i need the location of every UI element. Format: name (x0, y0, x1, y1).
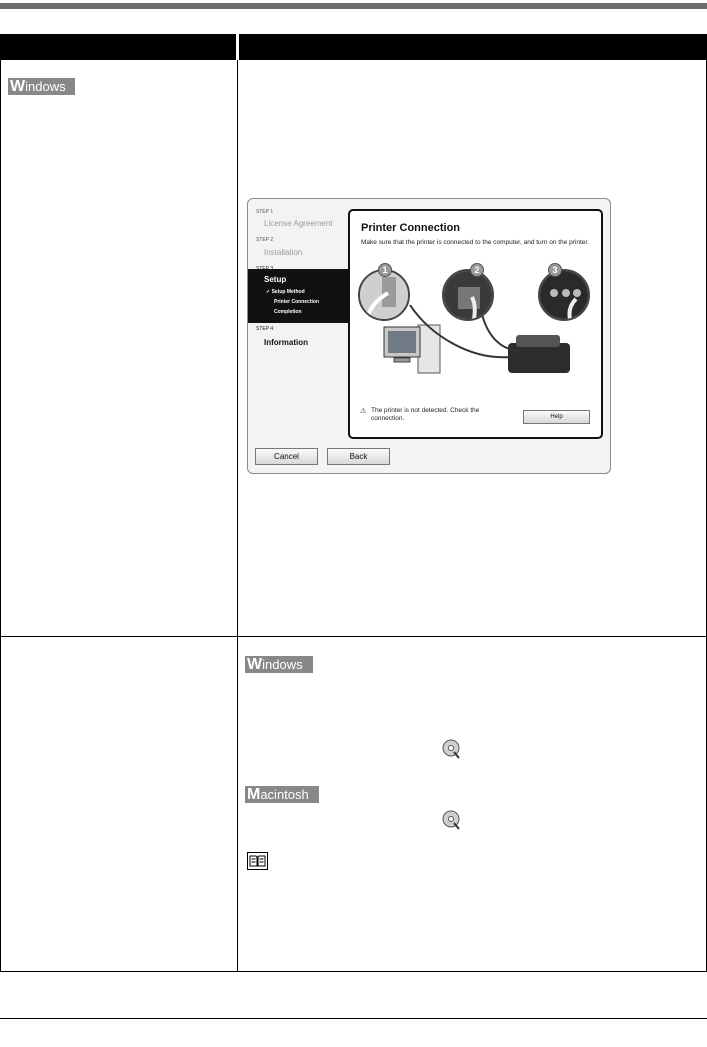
windows-badge: Windows (8, 78, 75, 95)
step-4-label: STEP 4 (256, 326, 274, 332)
header-rule (0, 3, 707, 9)
step-2-title: Installation (264, 248, 303, 257)
cd-icon-mac (442, 809, 462, 831)
warning-message: The printer is not detected. Check the connection. (371, 407, 480, 422)
printer-connection-dialog (247, 198, 611, 474)
book-note-icon (247, 852, 268, 870)
callout-power-button (538, 269, 590, 321)
step-1-title: License Agreement (264, 219, 333, 228)
macintosh-badge: Macintosh (245, 786, 319, 803)
callout-number-1: 1 (378, 263, 392, 277)
cancel-button[interactable]: Cancel (255, 448, 318, 465)
cd-icon (442, 738, 462, 760)
dialog-title: Printer Connection (361, 222, 461, 234)
footer-rule (0, 1018, 707, 1019)
step-3-active (248, 269, 350, 323)
table-border-bottom (0, 971, 707, 972)
content-panel (348, 209, 603, 439)
substep-setup-method: ✓ Setup Method (266, 289, 305, 295)
substep-printer-connection: Printer Connection (274, 299, 320, 305)
step-2-label: STEP 2 (256, 237, 274, 243)
table-row-divider (0, 636, 707, 637)
substep-completion: Completion (274, 309, 302, 315)
windows-badge-2: Windows (245, 656, 313, 673)
warning-icon: ⚠ (360, 408, 367, 415)
back-button[interactable]: Back (327, 448, 390, 465)
step-3-title: Setup (264, 275, 287, 284)
step-4-title: Information (264, 338, 308, 347)
table-header-right (239, 34, 707, 60)
table-column-divider (237, 60, 238, 972)
callout-usb-printer (442, 269, 494, 321)
step-1-label: STEP 1 (256, 209, 274, 215)
help-button[interactable]: Help (523, 410, 590, 424)
table-header-left (0, 34, 236, 60)
callout-number-3: 3 (548, 263, 562, 277)
dialog-instruction: Make sure that the printer is connected to the computer, and turn on the printer. (361, 239, 589, 246)
callout-number-2: 2 (470, 263, 484, 277)
step-sidebar (248, 199, 350, 439)
table-border-left (0, 60, 1, 972)
